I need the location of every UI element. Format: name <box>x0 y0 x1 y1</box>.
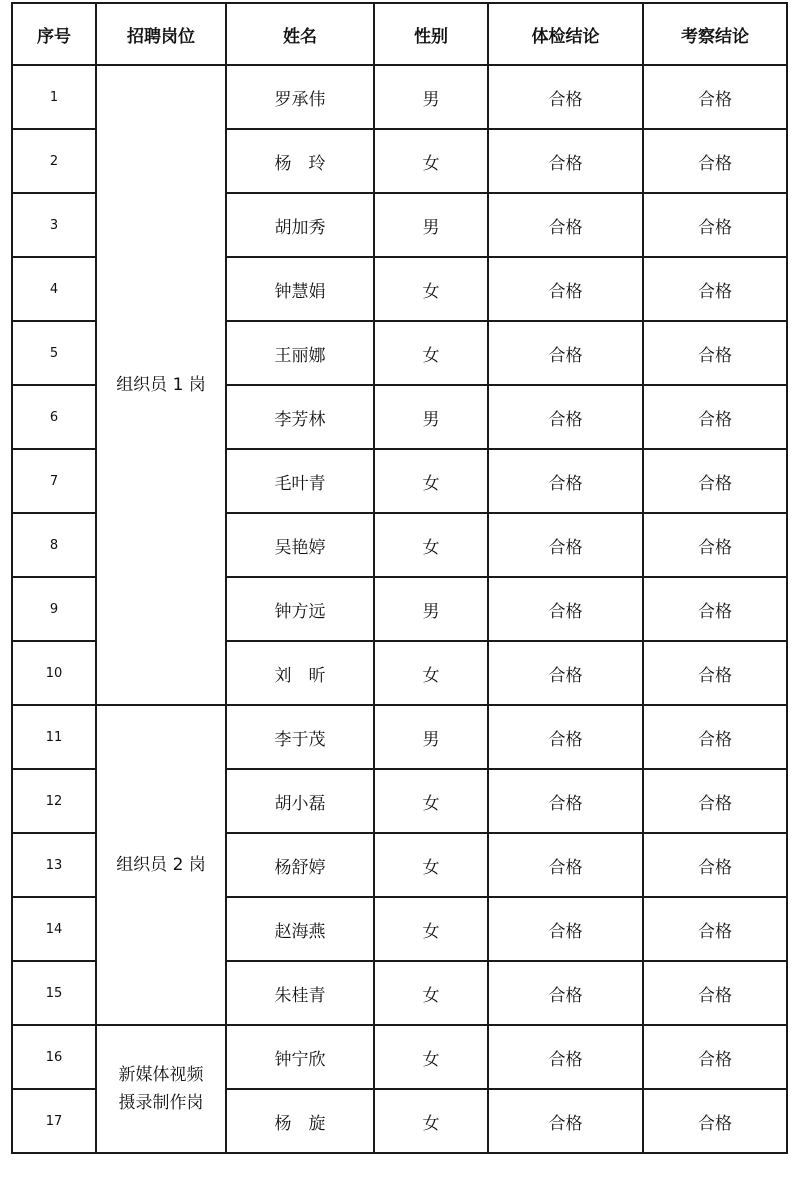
cell-physical: 合格 <box>488 513 643 577</box>
cell-seq: 16 <box>12 1025 96 1089</box>
cell-inspection: 合格 <box>643 449 787 513</box>
cell-name: 李于茂 <box>226 705 374 769</box>
cell-inspection: 合格 <box>643 1089 787 1153</box>
cell-name: 钟方远 <box>226 577 374 641</box>
cell-inspection: 合格 <box>643 321 787 385</box>
cell-gender: 女 <box>374 769 488 833</box>
cell-post <box>96 705 226 1025</box>
cell-physical: 合格 <box>488 833 643 897</box>
cell-name: 杨 玲 <box>226 129 374 193</box>
cell-inspection: 合格 <box>643 577 787 641</box>
cell-physical: 合格 <box>488 129 643 193</box>
cell-inspection: 合格 <box>643 513 787 577</box>
cell-inspection: 合格 <box>643 705 787 769</box>
cell-physical: 合格 <box>488 1025 643 1089</box>
cell-gender: 女 <box>374 641 488 705</box>
cell-physical: 合格 <box>488 897 643 961</box>
cell-name: 杨舒婷 <box>226 833 374 897</box>
cell-inspection: 合格 <box>643 257 787 321</box>
cell-gender: 男 <box>374 65 488 129</box>
cell-gender: 女 <box>374 961 488 1025</box>
cell-gender: 男 <box>374 577 488 641</box>
header-inspection: 考察结论 <box>643 3 787 65</box>
header-gender: 性别 <box>374 3 488 65</box>
cell-seq: 8 <box>12 513 96 577</box>
cell-name: 刘 昕 <box>226 641 374 705</box>
cell-name: 胡小磊 <box>226 769 374 833</box>
cell-inspection: 合格 <box>643 961 787 1025</box>
table-row <box>12 65 787 129</box>
cell-physical: 合格 <box>488 769 643 833</box>
cell-name: 吴艳婷 <box>226 513 374 577</box>
cell-gender: 男 <box>374 705 488 769</box>
cell-inspection: 合格 <box>643 769 787 833</box>
cell-seq: 12 <box>12 769 96 833</box>
header-physical: 体检结论 <box>488 3 643 65</box>
cell-gender: 女 <box>374 321 488 385</box>
cell-inspection: 合格 <box>643 833 787 897</box>
cell-gender: 女 <box>374 257 488 321</box>
cell-gender: 女 <box>374 1089 488 1153</box>
cell-name: 李芳林 <box>226 385 374 449</box>
cell-name: 钟慧娟 <box>226 257 374 321</box>
cell-inspection: 合格 <box>643 385 787 449</box>
header-name: 姓名 <box>226 3 374 65</box>
post-label-line: 新媒体视频 <box>118 1065 204 1085</box>
cell-physical: 合格 <box>488 961 643 1025</box>
cell-seq: 13 <box>12 833 96 897</box>
cell-inspection: 合格 <box>643 193 787 257</box>
cell-inspection: 合格 <box>643 65 787 129</box>
cell-inspection: 合格 <box>643 1025 787 1089</box>
cell-name: 王丽娜 <box>226 321 374 385</box>
cell-inspection: 合格 <box>643 641 787 705</box>
cell-name: 钟宁欣 <box>226 1025 374 1089</box>
table-body <box>12 65 787 1153</box>
post-label-line: 组织员 2 岗 <box>116 855 206 875</box>
cell-seq: 2 <box>12 129 96 193</box>
cell-seq: 7 <box>12 449 96 513</box>
cell-physical: 合格 <box>488 641 643 705</box>
table-header <box>12 3 787 65</box>
post-label-line: 组织员 1 岗 <box>116 375 206 395</box>
cell-physical: 合格 <box>488 193 643 257</box>
cell-physical: 合格 <box>488 577 643 641</box>
cell-seq: 11 <box>12 705 96 769</box>
cell-seq: 6 <box>12 385 96 449</box>
cell-physical: 合格 <box>488 705 643 769</box>
cell-seq: 4 <box>12 257 96 321</box>
cell-seq: 15 <box>12 961 96 1025</box>
cell-inspection: 合格 <box>643 129 787 193</box>
cell-physical: 合格 <box>488 449 643 513</box>
post-label-line: 摄录制作岗 <box>118 1093 204 1113</box>
cell-name: 杨 旋 <box>226 1089 374 1153</box>
cell-name: 毛叶青 <box>226 449 374 513</box>
cell-gender: 男 <box>374 193 488 257</box>
cell-physical: 合格 <box>488 385 643 449</box>
cell-gender: 女 <box>374 897 488 961</box>
cell-physical: 合格 <box>488 321 643 385</box>
cell-seq: 9 <box>12 577 96 641</box>
cell-seq: 5 <box>12 321 96 385</box>
cell-gender: 女 <box>374 1025 488 1089</box>
cell-seq: 10 <box>12 641 96 705</box>
cell-name: 朱桂青 <box>226 961 374 1025</box>
cell-post <box>96 1025 226 1153</box>
cell-inspection: 合格 <box>643 897 787 961</box>
cell-name: 胡加秀 <box>226 193 374 257</box>
cell-gender: 女 <box>374 449 488 513</box>
header-seq: 序号 <box>12 3 96 65</box>
table-row <box>12 705 787 769</box>
header-post: 招聘岗位 <box>96 3 226 65</box>
cell-seq: 14 <box>12 897 96 961</box>
cell-name: 罗承伟 <box>226 65 374 129</box>
cell-physical: 合格 <box>488 257 643 321</box>
cell-physical: 合格 <box>488 65 643 129</box>
cell-seq: 1 <box>12 65 96 129</box>
header-row <box>12 3 787 65</box>
cell-physical: 合格 <box>488 1089 643 1153</box>
cell-post <box>96 65 226 705</box>
cell-gender: 男 <box>374 385 488 449</box>
cell-gender: 女 <box>374 129 488 193</box>
cell-gender: 女 <box>374 833 488 897</box>
results-table <box>11 2 788 1154</box>
cell-gender: 女 <box>374 513 488 577</box>
cell-seq: 17 <box>12 1089 96 1153</box>
cell-seq: 3 <box>12 193 96 257</box>
cell-name: 赵海燕 <box>226 897 374 961</box>
table-row <box>12 1025 787 1089</box>
